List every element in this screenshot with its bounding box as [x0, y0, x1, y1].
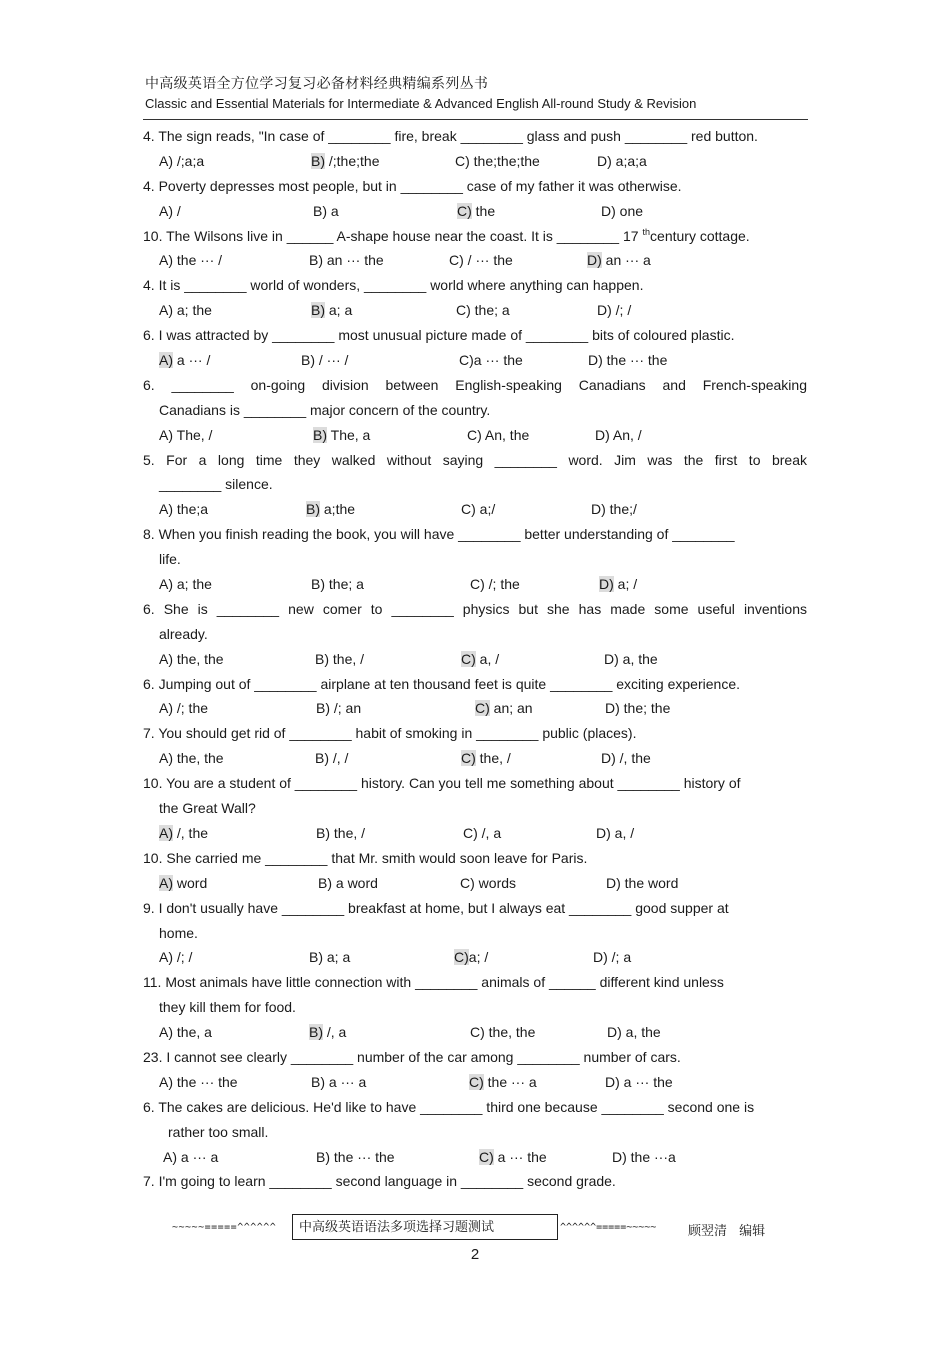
option-text: a ··· the	[619, 1073, 673, 1090]
option-text: /, the	[615, 750, 651, 767]
answer-option	[595, 423, 642, 448]
option-text: the ··· the	[330, 1148, 395, 1165]
option-key: D)	[597, 152, 612, 169]
option-key: C)	[467, 426, 482, 443]
option-key: B)	[313, 426, 327, 443]
option-key: B)	[316, 824, 330, 841]
question-line: 7. I'm going to learn ________ second language in ________ second grade.	[143, 1173, 616, 1190]
answer-option	[316, 821, 365, 846]
option-text: the ··· a	[483, 1073, 537, 1090]
option-key: A)	[159, 1024, 173, 1041]
option-text: a; the	[173, 576, 212, 593]
option-text: the;/	[605, 501, 637, 518]
option-text: /; the	[484, 576, 520, 593]
option-key: B)	[311, 302, 325, 319]
series-title-english: Classic and Essential Materials for Intermediate & Advanced English All-round Study & Revision	[145, 96, 697, 111]
answer-options	[143, 696, 807, 721]
answer-option	[315, 746, 348, 771]
answer-option	[461, 647, 499, 672]
option-text: the, /	[475, 750, 511, 767]
option-key: C)	[470, 1024, 485, 1041]
answer-option	[607, 1020, 661, 1045]
page-footer	[172, 1214, 812, 1242]
question-text-continued	[143, 547, 807, 572]
option-text: /; an	[330, 700, 362, 717]
question-line: 6. The cakes are delicious. He'd like to have ________ third one because ________ second one is	[143, 1098, 755, 1115]
option-text: the	[471, 202, 496, 219]
answer-options	[143, 945, 807, 970]
option-key: C)	[460, 874, 475, 891]
option-text: / ··· the	[463, 252, 513, 269]
question-line: 4. It is ________ world of wonders, ________ world where anything can happen.	[143, 277, 644, 294]
option-key: A)	[159, 202, 173, 219]
option-key: B)	[313, 202, 327, 219]
option-key: B)	[311, 576, 325, 593]
option-text: a;the	[320, 501, 356, 518]
question-line: life.	[159, 551, 181, 568]
option-key: D)	[599, 576, 614, 593]
option-text: the; a	[325, 576, 364, 593]
option-text: a	[327, 202, 339, 219]
answer-option	[159, 149, 204, 174]
option-key: C)	[479, 1148, 494, 1165]
option-key: A)	[159, 501, 173, 518]
option-text: word	[173, 874, 208, 891]
option-key: C)	[461, 750, 476, 767]
answer-option	[470, 1020, 535, 1045]
option-text: the, the	[173, 650, 224, 667]
option-key: C)	[461, 650, 476, 667]
question-text	[143, 896, 807, 921]
question-line: 4. The sign reads, "In case of ________ fire, break ________ glass and push ________ red button.	[143, 128, 758, 144]
option-text: An, the	[481, 426, 530, 443]
answer-option	[159, 871, 207, 896]
option-text: /	[173, 202, 181, 219]
answer-option	[159, 696, 208, 721]
answer-option	[159, 821, 208, 846]
answer-option	[460, 871, 516, 896]
option-text: a; the	[173, 302, 212, 319]
footer-right-decoration: ^^^^^^=====~~~~~	[560, 1222, 657, 1233]
answer-option	[159, 497, 208, 522]
question-text	[143, 721, 807, 746]
option-key: D)	[601, 202, 616, 219]
option-key: C)	[455, 152, 470, 169]
question-text	[143, 672, 807, 697]
answer-option	[309, 248, 384, 273]
question-line: 4. Poverty depresses most people, but in ________ case of my father it was otherwise.	[143, 177, 682, 194]
answer-option	[159, 199, 181, 224]
option-key: A)	[163, 1148, 177, 1165]
option-text: /, the	[173, 824, 209, 841]
option-text: the; a	[470, 302, 510, 319]
answer-option	[159, 248, 222, 273]
footer-left-decoration: ~~~~~=====^^^^^^	[172, 1222, 277, 1233]
option-key: D)	[588, 352, 603, 369]
answer-option	[159, 647, 224, 672]
question-text-continued	[143, 995, 807, 1020]
option-text: /, /	[329, 750, 349, 767]
answer-options	[143, 647, 807, 672]
answer-option	[596, 821, 634, 846]
option-text: a ··· /	[173, 352, 211, 369]
option-text: / ··· /	[315, 352, 349, 369]
question-line: Canadians is ________ major concern of the country.	[159, 401, 491, 418]
answer-option	[316, 1145, 395, 1170]
option-text: the, the	[173, 750, 224, 767]
option-text: a; /	[468, 949, 489, 966]
footer-title-box: 中高级英语语法多项选择习题测试	[292, 1214, 558, 1240]
option-text: a word	[332, 874, 378, 891]
answer-option	[163, 1145, 218, 1170]
question-text	[143, 1045, 807, 1070]
question-line-tail: century cottage.	[650, 227, 750, 244]
question-text	[143, 846, 807, 871]
option-text: the, the	[484, 1024, 536, 1041]
question-line: the Great Wall?	[159, 800, 256, 817]
answer-option	[159, 572, 212, 597]
option-key: B)	[309, 949, 323, 966]
answer-option	[454, 945, 488, 970]
answer-option	[311, 572, 364, 597]
option-text: /, a	[323, 1024, 347, 1041]
option-text: /;the;the	[325, 152, 380, 169]
option-text: /; /	[611, 302, 632, 319]
answer-option	[479, 1145, 547, 1170]
question-text	[143, 1169, 807, 1194]
answer-option	[311, 149, 379, 174]
ordinal-superscript: th	[642, 226, 651, 237]
option-text: /; a	[607, 949, 632, 966]
answer-option	[470, 572, 520, 597]
option-key: C)	[461, 501, 476, 518]
answer-option	[597, 298, 631, 323]
header-divider	[143, 119, 808, 120]
question-text	[143, 373, 807, 398]
page-number: 2	[470, 1246, 480, 1263]
answer-option	[159, 1070, 238, 1095]
answer-option	[463, 821, 501, 846]
answer-options	[143, 746, 807, 771]
option-text: a ··· a	[325, 1073, 367, 1090]
question-line: 11. Most animals have little connection with ________ animals of ______ different kind unless	[143, 974, 724, 991]
option-key: B)	[311, 1073, 325, 1090]
option-text: a ··· a	[177, 1148, 219, 1165]
question-text	[143, 174, 807, 199]
option-key: A)	[159, 650, 173, 667]
answer-option	[457, 199, 495, 224]
answer-option	[313, 423, 370, 448]
answer-option	[606, 871, 678, 896]
option-key: D)	[596, 824, 611, 841]
question-line: ________ silence.	[159, 476, 273, 493]
question-line: 23. I cannot see clearly ________ number of the car among ________ number of cars.	[143, 1048, 681, 1065]
option-text: the; the	[619, 700, 671, 717]
option-text: the, a	[173, 1024, 212, 1041]
question-line: 6. Jumping out of ________ airplane at ten thousand feet is quite ________ exciting experience.	[143, 675, 740, 692]
answer-option	[309, 1020, 346, 1045]
question-text	[143, 970, 807, 995]
option-key: D)	[587, 252, 602, 269]
answer-option	[605, 1070, 673, 1095]
question-line: 10. The Wilsons live in ______ A-shape house near the coast. It is ________ 17	[143, 227, 639, 244]
option-text: the;the;the	[469, 152, 540, 169]
question-line: rather too small.	[168, 1123, 269, 1140]
option-text: a ··· the	[473, 352, 523, 369]
series-title-chinese: 中高级英语全方位学习复习必备材料经典精编系列丛书	[145, 76, 489, 92]
option-text: The, /	[173, 426, 213, 443]
option-text: a ··· the	[493, 1148, 547, 1165]
answer-option	[604, 647, 658, 672]
option-text: one	[615, 202, 644, 219]
option-key: C)	[469, 1073, 484, 1090]
question-text	[143, 224, 807, 249]
answer-options	[143, 1070, 807, 1095]
answer-option	[311, 298, 352, 323]
option-text: the;a	[173, 501, 209, 518]
answer-options	[143, 572, 807, 597]
answer-option	[461, 746, 511, 771]
option-text: a; a	[323, 949, 351, 966]
question-line: 7. You should get rid of ________ habit of smoking in ________ public (places).	[143, 725, 637, 742]
question-text	[143, 522, 807, 547]
answer-options	[143, 1020, 807, 1045]
answer-option	[301, 348, 348, 373]
question-text-continued	[143, 398, 807, 423]
option-key: B)	[306, 501, 320, 518]
option-text: a; /	[613, 576, 638, 593]
question-line: they kill them for food.	[159, 999, 296, 1016]
option-key: A)	[159, 874, 173, 891]
answer-option	[599, 572, 637, 597]
answer-options	[143, 248, 807, 273]
answer-options	[143, 821, 807, 846]
answer-option	[159, 945, 192, 970]
option-text: the, /	[330, 824, 366, 841]
answer-option	[469, 1070, 537, 1095]
option-key: B)	[315, 750, 329, 767]
answer-option	[159, 423, 212, 448]
answer-option	[475, 696, 533, 721]
option-text: An, /	[609, 426, 642, 443]
answer-option	[461, 497, 495, 522]
answer-option	[315, 647, 364, 672]
question-text	[143, 771, 807, 796]
option-key: D)	[605, 700, 620, 717]
answer-options	[143, 871, 807, 896]
answer-option	[605, 696, 670, 721]
option-text: /;a;a	[173, 152, 205, 169]
answer-option	[455, 149, 540, 174]
question-text-continued	[143, 796, 807, 821]
option-key: A)	[159, 1073, 173, 1090]
option-text: /; the	[173, 700, 209, 717]
option-text: a, /	[475, 650, 500, 667]
option-text: the ··· the	[602, 352, 668, 369]
question-line: already.	[159, 625, 208, 642]
option-key: C)	[456, 302, 471, 319]
answer-option	[309, 945, 350, 970]
option-key: B)	[309, 1024, 323, 1041]
answer-option	[587, 248, 651, 273]
question-text	[143, 273, 807, 298]
answer-option	[459, 348, 523, 373]
answer-option	[306, 497, 355, 522]
option-key: D)	[597, 302, 612, 319]
option-text: The, a	[327, 426, 371, 443]
answer-option	[159, 348, 210, 373]
option-key: C)	[457, 202, 472, 219]
question-text-continued	[143, 921, 807, 946]
answer-option	[612, 1145, 676, 1170]
answer-option	[311, 1070, 366, 1095]
option-key: C)	[449, 252, 464, 269]
option-key: B)	[316, 1148, 330, 1165]
option-key: D)	[605, 1073, 620, 1090]
option-text: an; an	[489, 700, 533, 717]
question-line: 10. She carried me ________ that Mr. smith would soon leave for Paris.	[143, 849, 588, 866]
option-key: B)	[318, 874, 332, 891]
option-key: A)	[159, 949, 173, 966]
option-key: C)	[470, 576, 485, 593]
option-key: A)	[159, 426, 173, 443]
answer-option	[467, 423, 529, 448]
answer-option	[601, 199, 643, 224]
question-text-continued	[143, 622, 807, 647]
question-text-continued	[143, 472, 807, 497]
option-key: B)	[311, 152, 325, 169]
answer-option	[316, 696, 361, 721]
answer-option	[159, 1020, 212, 1045]
answer-options	[143, 497, 807, 522]
option-key: B)	[316, 700, 330, 717]
answer-option	[593, 945, 631, 970]
option-text: words	[474, 874, 517, 891]
option-key: D)	[604, 650, 619, 667]
question-text	[143, 124, 807, 149]
option-key: C)	[459, 352, 474, 369]
option-text: a;a;a	[611, 152, 647, 169]
option-key: A)	[159, 352, 173, 369]
option-key: A)	[159, 576, 173, 593]
option-text: the ··· the	[173, 1073, 238, 1090]
option-text: /; /	[173, 949, 193, 966]
option-key: B)	[309, 252, 323, 269]
option-key: A)	[159, 700, 173, 717]
option-text: an ··· the	[323, 252, 384, 269]
option-text: an ··· a	[601, 252, 651, 269]
question-line: 5. For a long time they walked without saying ________ word. Jim was the first to break	[143, 451, 807, 468]
answer-option	[597, 149, 647, 174]
answer-option	[159, 746, 224, 771]
option-key: B)	[301, 352, 315, 369]
answer-option	[591, 497, 637, 522]
question-list	[143, 124, 807, 1194]
option-key: A)	[159, 824, 173, 841]
answer-option	[318, 871, 378, 896]
option-text: the ··· /	[173, 252, 223, 269]
option-key: A)	[159, 252, 173, 269]
option-key: A)	[159, 302, 173, 319]
option-text: a, the	[621, 1024, 661, 1041]
answer-options	[143, 149, 807, 174]
answer-option	[456, 298, 510, 323]
option-text: /, a	[477, 824, 502, 841]
answer-options	[143, 1145, 807, 1170]
option-key: D)	[606, 874, 621, 891]
option-key: D)	[607, 1024, 622, 1041]
option-text: the ···a	[626, 1148, 676, 1165]
option-text: a, /	[610, 824, 635, 841]
question-line: 10. You are a student of ________ history. Can you tell me something about ________ history of	[143, 775, 741, 792]
answer-options	[143, 348, 807, 373]
question-text	[143, 597, 807, 622]
question-text	[143, 448, 807, 473]
option-key: C)	[454, 949, 469, 966]
option-key: D)	[595, 426, 610, 443]
question-text	[143, 323, 807, 348]
question-line: home.	[159, 924, 198, 941]
answer-options	[143, 298, 807, 323]
option-key: C)	[463, 824, 478, 841]
answer-option	[449, 248, 513, 273]
option-key: B)	[315, 650, 329, 667]
footer-editor: 顾翌清 编辑	[688, 1224, 766, 1239]
option-text: a;/	[475, 501, 496, 518]
answer-option	[601, 746, 651, 771]
option-key: A)	[159, 750, 173, 767]
option-key: D)	[591, 501, 606, 518]
option-text: a, the	[618, 650, 658, 667]
question-line: 6. She is ________ new comer to ________ physics but she has made some useful inventions	[143, 600, 807, 617]
option-key: D)	[593, 949, 608, 966]
option-text: a; a	[325, 302, 353, 319]
option-text: the, /	[329, 650, 365, 667]
answer-option	[159, 298, 212, 323]
question-line: 8. When you finish reading the book, you will have ________ better understanding of ________	[143, 526, 735, 543]
answer-options	[143, 423, 807, 448]
question-line: 6. ________ on-going division between English-speaking Canadians and French-speaking	[143, 376, 807, 393]
question-line: 6. I was attracted by ________ most unusual picture made of ________ bits of coloured plastic.	[143, 327, 735, 344]
option-key: D)	[601, 750, 616, 767]
question-text-continued	[143, 1120, 807, 1145]
question-text	[143, 1095, 807, 1120]
option-key: C)	[475, 700, 490, 717]
option-text: the word	[620, 874, 679, 891]
answer-option	[588, 348, 667, 373]
option-key: A)	[159, 152, 173, 169]
question-line: 9. I don't usually have ________ breakfast at home, but I always eat ________ good supper at	[143, 899, 729, 916]
answer-options	[143, 199, 807, 224]
answer-option	[313, 199, 339, 224]
option-key: D)	[612, 1148, 627, 1165]
